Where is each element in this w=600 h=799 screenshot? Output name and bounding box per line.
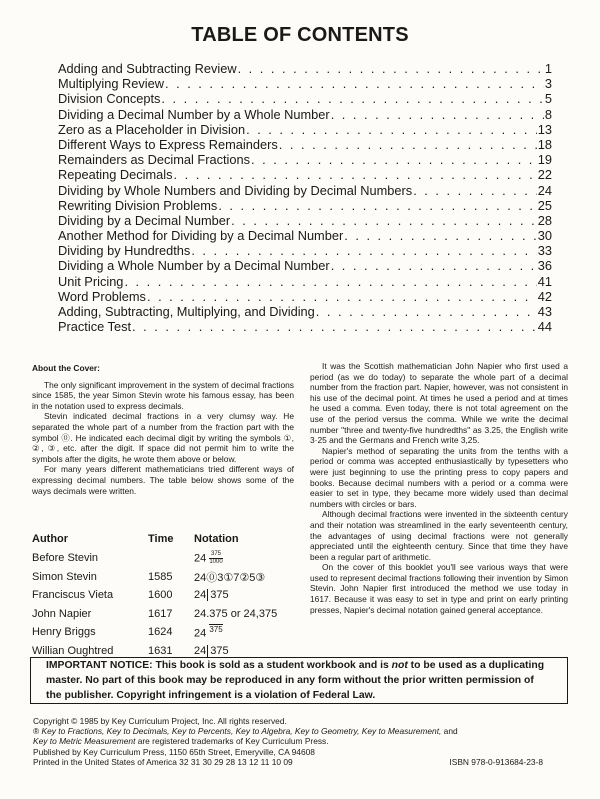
fraction-denominator: 1000 <box>209 558 223 565</box>
notation-bar-fraction: 375 <box>207 645 228 657</box>
toc-entry-title: Adding and Subtracting Review <box>58 61 237 76</box>
cover-paragraph: For many years different mathematicians tried different ways of expressing decimal numbers. The table below shows some of the ways decimals were written. <box>32 464 294 496</box>
trademark-text: and <box>441 726 458 737</box>
publisher-line: Published by Key Curriculum Press, 1150 65th Street, Emeryville, CA 94608 <box>33 746 315 757</box>
toc-leader-dots <box>132 319 537 334</box>
time-cell: 1600 <box>148 589 173 602</box>
cover-paragraph: It was the Scottish mathematician John Napier who first used a period (as we do today) to separate the whole part of a decimal number from the fraction part. Napier, however, was not consistent in his use of the decimal point. At times he used a period and at times he used a comma. Even today, there is not total agreement on the use of the period versus the comma. While we write the decimal number "three and twenty-five hundredths" as 3.25, the English write 3·25 and the Germans and French write 3,25. <box>310 361 568 446</box>
isbn: ISBN 978-0-913684-23-8 <box>449 756 543 767</box>
toc-entry-title: Multiplying Review <box>58 76 164 92</box>
toc-page-number: 1 <box>544 61 552 76</box>
cover-paragraph: Although decimal fractions were invented in the sixteenth century and their notation was streamlined in the early seventeenth century, the advantages of using decimal fractions were not generally appreciated until the eighteenth century. Since that time they have been a regular part of arithmetic. <box>310 509 568 562</box>
toc-leader-dots <box>316 304 537 319</box>
toc-leader-dots <box>331 258 537 273</box>
toc-page-number: 44 <box>537 319 552 335</box>
cover-paragraph: Napier's method of separating the units from the tenths with a period or comma was accepted enthusiastically by typesetters who were just beginning to use the printing press to copy papers and books. Because decimal numbers with a period or a comma were easier to set in type, they became more widely used than decimal numbers with circles or bars. <box>310 445 568 509</box>
notation-cell: 24.375 or 24,375 <box>194 607 278 620</box>
toc-leader-dots <box>161 91 543 106</box>
toc-entry-title: Dividing a Decimal Number by a Whole Number <box>58 106 330 122</box>
toc-leader-dots <box>174 167 537 182</box>
toc-entry <box>58 122 552 137</box>
important-notice-box <box>30 657 568 704</box>
toc-leader-dots <box>124 274 536 289</box>
table-row <box>32 586 277 605</box>
toc-page-number: 36 <box>537 258 552 274</box>
toc-leader-dots <box>147 289 537 304</box>
toc-entry <box>58 289 552 304</box>
toc-entry-title: Remainders as Decimal Fractions <box>58 152 251 168</box>
toc-entry <box>58 91 552 106</box>
toc-page-number: 24 <box>537 182 552 198</box>
notice-text-part: This book is sold as a student workbook and is <box>152 660 392 671</box>
toc-page-number: 18 <box>537 136 552 152</box>
toc-page-number: 42 <box>537 288 552 304</box>
cover-paragraph: On the cover of this booklet you'll see various ways that were used to represent decimal fractions following their invention by Simon Stevin. John Napier first introduced the method we use today in 1617. Because it was easy to set in type and print on early printing presses, Napier's decimal notation gained general acceptance. <box>310 562 568 615</box>
trademark-line <box>33 726 573 736</box>
toc-leader-dots <box>165 76 544 91</box>
notation-header: Notation <box>194 533 239 545</box>
time-cell: 1624 <box>148 626 173 639</box>
toc-page-number: 19 <box>537 152 552 168</box>
about-cover-right-column <box>310 361 568 615</box>
print-line <box>33 757 573 767</box>
toc-entry <box>58 228 552 243</box>
time-cell <box>148 549 194 568</box>
fraction-numerator: 375 <box>210 550 221 557</box>
author-cell: John Napier <box>32 607 92 620</box>
table-of-contents <box>58 61 552 334</box>
toc-page-number: 13 <box>537 121 552 137</box>
toc-page-number: 30 <box>537 228 552 244</box>
time-cell: 1631 <box>148 644 173 657</box>
footer <box>33 716 573 767</box>
toc-leader-dots <box>413 183 537 198</box>
about-cover-left-column <box>32 363 294 496</box>
printed-info: Printed in the United States of America 32 31 30 29 28 13 12 11 10 09 <box>33 756 293 767</box>
trademark-titles: Key to Metric Measurement <box>33 736 136 747</box>
notation-whole: 24 <box>194 627 207 640</box>
table-header-row <box>32 533 277 549</box>
toc-entry <box>58 137 552 152</box>
toc-leader-dots <box>238 61 544 76</box>
table-row <box>32 549 277 568</box>
toc-entry-title: Division Concepts <box>58 91 161 107</box>
notice-label: IMPORTANT NOTICE: <box>46 660 153 671</box>
toc-entry-title: Practice Test <box>58 319 132 335</box>
notice-text-part: to be used as a duplicating master. No part of this book may be reproduced in any form without the prior written permission of the publisher. Copyright infringement is a violation of Federal Law. <box>46 660 545 701</box>
toc-entry-title: Dividing a Whole Number by a Decimal Number <box>58 258 330 274</box>
time-cell: 1585 <box>148 570 173 583</box>
trademark-titles: Key to Fractions, Key to Decimals, Key to Percents, Key to Algebra, Key to Geometry, Key to Measurement, <box>41 726 442 737</box>
toc-page-number: 25 <box>537 197 552 213</box>
toc-page-number: 43 <box>537 304 552 319</box>
toc-leader-dots <box>344 228 537 243</box>
table-row <box>32 605 277 624</box>
toc-leader-dots <box>251 152 537 167</box>
cover-paragraph: Stevin indicated decimal fractions in a very clumsy way. He separated the whole part of a number from the fraction part with the symbol ⓪. He indicated each decimal digit by writing the symbols ①, ②, ③, etc. after the digit. If space did not permit him to write the symbols after the digits, he wrote them above or below. <box>32 411 294 464</box>
toc-leader-dots <box>331 107 544 122</box>
author-cell: Simon Stevin <box>32 570 97 583</box>
table-row <box>32 568 277 587</box>
notation-overline-fraction: 375 <box>209 624 223 634</box>
notation-whole: 24 <box>194 589 207 602</box>
page-title: TABLE OF CONTENTS <box>191 24 409 46</box>
notation-cell: 24⓪3①7②5③ <box>194 571 266 584</box>
toc-entry-title: Zero as a Placeholder in Division <box>58 121 246 137</box>
decimal-notation-table <box>32 533 277 660</box>
toc-entry-title: Adding, Subtracting, Multiplying, and Dividing <box>58 304 315 319</box>
toc-page-number: 5 <box>544 91 552 107</box>
notation-bar-fraction: 375 <box>207 589 228 601</box>
notation-whole: 24 <box>194 552 207 565</box>
author-cell: Franciscus Vieta <box>32 589 114 602</box>
notice-text <box>46 658 552 703</box>
toc-entry <box>58 274 552 289</box>
cover-paragraph: The only significant improvement in the system of decimal fractions since 1585, the year Simon Stevin wrote his famous essay, has been in the notation used to express decimals. <box>32 379 294 411</box>
toc-entry-title: Word Problems <box>58 288 146 304</box>
notation-cell <box>194 586 277 605</box>
time-cell: 1617 <box>148 607 173 620</box>
toc-leader-dots <box>231 213 537 228</box>
trademark-symbol: ® <box>33 726 42 737</box>
toc-entry-title: Rewriting Division Problems <box>58 197 218 213</box>
table-row <box>32 623 277 642</box>
toc-entry <box>58 76 552 91</box>
notice-emphasis: not <box>391 660 408 671</box>
toc-entry-title: Dividing by Hundredths <box>58 243 191 259</box>
about-cover-heading: About the Cover: <box>32 363 100 373</box>
notation-cell <box>194 549 277 568</box>
toc-entry <box>58 107 552 122</box>
copyright-line: Copyright © 1985 by Key Curriculum Project, Inc. All rights reserved. <box>33 716 287 726</box>
toc-entry-title: Another Method for Dividing by a Decimal Number <box>58 228 344 244</box>
toc-entry <box>58 152 552 167</box>
toc-entry <box>58 319 552 334</box>
toc-entry-title: Dividing by a Decimal Number <box>58 212 231 228</box>
toc-leader-dots <box>279 137 537 152</box>
toc-leader-dots <box>191 243 536 258</box>
notation-fraction <box>209 551 222 566</box>
toc-entry-title: Repeating Decimals <box>58 167 173 183</box>
author-cell: Before Stevin <box>32 552 99 565</box>
toc-entry-title: Different Ways to Express Remainders <box>58 136 278 152</box>
notation-cell <box>194 623 277 642</box>
toc-entry <box>58 213 552 228</box>
toc-page-number: 33 <box>537 243 552 259</box>
toc-page-number: 8 <box>544 106 552 122</box>
toc-page-number: 28 <box>537 212 552 228</box>
time-header: Time <box>148 533 174 545</box>
toc-entry <box>58 198 552 213</box>
toc-entry <box>58 61 552 76</box>
toc-entry <box>58 183 552 198</box>
toc-page-number: 22 <box>537 167 552 183</box>
author-cell: Willian Oughtred <box>32 644 114 657</box>
toc-page-number: 41 <box>537 273 552 289</box>
trademark-text: are registered trademarks of Key Curriculum Press. <box>135 736 329 747</box>
toc-entry <box>58 243 552 258</box>
toc-entry-title: Dividing by Whole Numbers and Dividing by Decimal Numbers <box>58 182 413 198</box>
toc-leader-dots <box>246 122 537 137</box>
toc-entry-title: Unit Pricing <box>58 273 124 289</box>
toc-entry <box>58 258 552 273</box>
author-cell: Henry Briggs <box>32 626 96 639</box>
toc-entry <box>58 304 552 319</box>
toc-page-number: 3 <box>544 76 552 92</box>
toc-leader-dots <box>218 198 536 213</box>
toc-entry <box>58 167 552 182</box>
trademark-line-2 <box>33 736 573 746</box>
author-header: Author <box>32 533 69 545</box>
notation-whole: 24 <box>194 644 207 657</box>
